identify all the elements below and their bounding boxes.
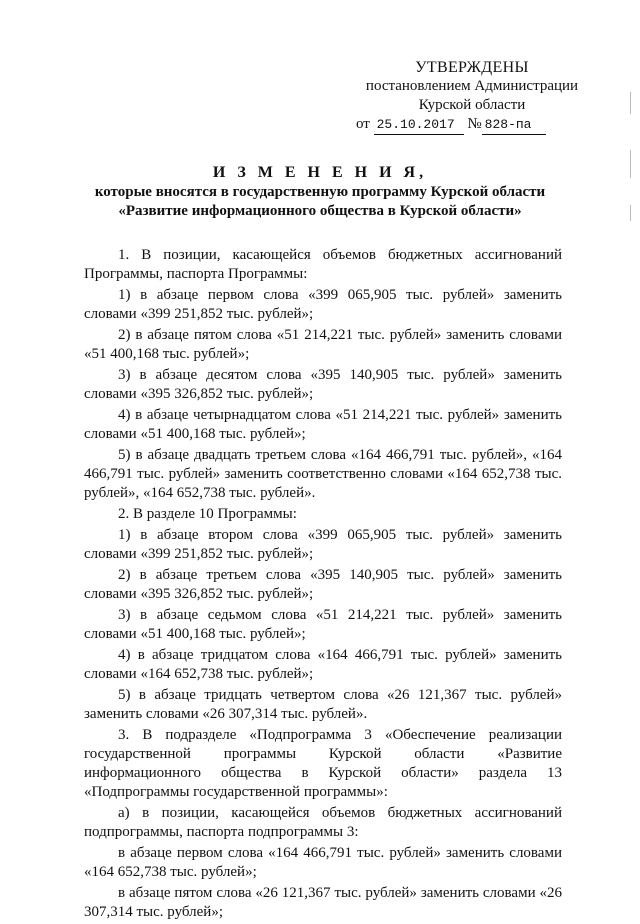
approval-line-region: Курской области	[418, 97, 526, 113]
document-body	[84, 246, 562, 924]
approval-number: 828-па	[482, 115, 546, 135]
approval-title: УТВЕРЖДЕНЫ	[415, 59, 529, 76]
paragraph: 2) в абзаце пятом слова «51 214,221 тыс. рублей» заменить словами «51 400,168 тыс. рублей»;	[84, 327, 562, 362]
margin-mark	[630, 92, 631, 114]
paragraph: 5) в абзаце двадцать третьем слова «164 466,791 тыс. рублей», «164 466,791 тыс. рублей» заменить соответственно словами «164 652,738 тыс. рублей», «164 652,738 тыс. рублей».	[84, 447, 562, 501]
document-heading	[80, 163, 560, 221]
margin-mark	[630, 205, 631, 221]
date-prefix: от	[356, 116, 370, 132]
paragraph: 2. В разделе 10 Программы:	[118, 506, 297, 522]
margin-mark	[630, 150, 631, 178]
paragraph: 3) в абзаце десятом слова «395 140,905 тыс. рублей» заменить словами «395 326,852 тыс. рублей»;	[84, 367, 562, 402]
approval-date-line	[352, 115, 592, 135]
approval-date: 25.10.2017	[374, 115, 464, 135]
paragraph: 4) в абзаце тридцатом слова «164 466,791 тыс. рублей» заменить словами «164 652,738 тыс. рублей»;	[84, 647, 562, 682]
paragraph: а) в позиции, касающейся объемов бюджетных ассигнований подпрограммы, паспорта подпрограммы 3:	[84, 805, 562, 840]
paragraph: 3. В подразделе «Подпрограмма 3 «Обеспечение реализации государственной программы Курской области «Развитие информационного общества в Курской области» раздела 13 «Подпрограммы государственной программы»:	[84, 727, 562, 800]
paragraph: 2) в абзаце третьем слова «395 140,905 тыс. рублей» заменить словами «395 326,852 тыс. рублей»;	[84, 567, 562, 602]
paragraph: 4) в абзаце четырнадцатом слова «51 214,221 тыс. рублей» заменить словами «51 400,168 тыс. рублей»;	[84, 407, 562, 442]
number-prefix: №	[467, 116, 482, 132]
paragraph: 3) в абзаце седьмом слова «51 214,221 тыс. рублей» заменить словами «51 400,168 тыс. рублей»;	[84, 607, 562, 642]
paragraph: 1. В позиции, касающейся объемов бюджетных ассигнований Программы, паспорта Программы:	[84, 247, 562, 282]
paragraph: в абзаце пятом слова «26 121,367 тыс. рублей» заменить словами «26 307,314 тыс. рублей»;	[84, 885, 562, 920]
heading-title: И З М Е Н Е Н И Я,	[212, 164, 428, 181]
paragraph: в абзаце первом слова «164 466,791 тыс. рублей» заменить словами «164 652,738 тыс. рублей»;	[84, 845, 562, 880]
approval-block	[352, 58, 592, 135]
paragraph: 1) в абзаце первом слова «399 065,905 тыс. рублей» заменить словами «399 251,852 тыс. рублей»;	[84, 287, 562, 322]
heading-subtitle: которые вносятся в государственную программу Курской области «Развитие информационного общества в Курской области»	[94, 184, 546, 219]
paragraph: 1) в абзаце втором слова «399 065,905 тыс. рублей» заменить словами «399 251,852 тыс. рублей»;	[84, 527, 562, 562]
paragraph: 5) в абзаце тридцать четвертом слова «26 121,367 тыс. рублей» заменить словами «26 307,314 тыс. рублей».	[84, 687, 562, 722]
approval-line-resolution: постановлением Администрации	[365, 78, 579, 94]
